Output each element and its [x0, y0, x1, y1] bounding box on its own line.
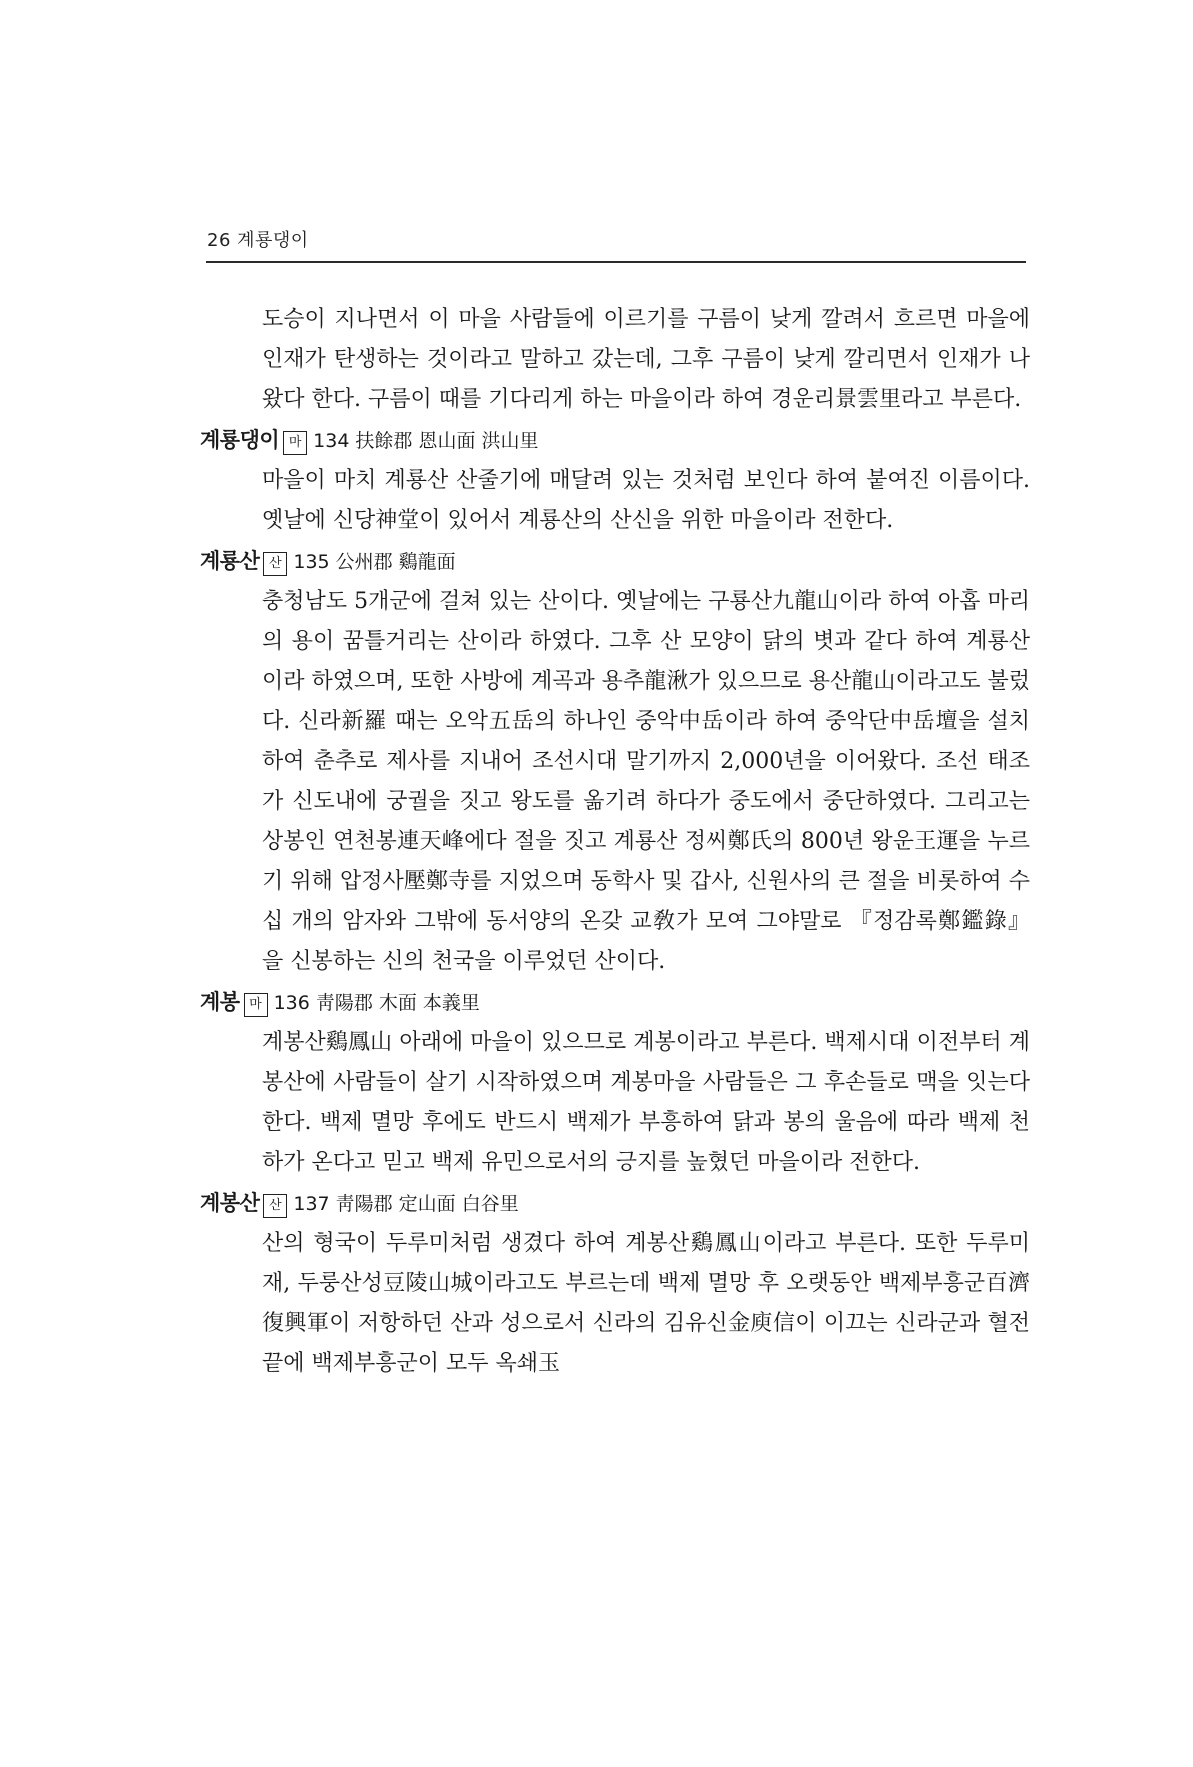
entry-heading	[200, 1183, 1030, 1224]
page-number: 26	[207, 230, 231, 251]
entry-name: 계봉산	[200, 1191, 260, 1215]
entry-heading	[200, 541, 1030, 582]
entry-name: 계룡댕이	[200, 428, 280, 452]
entry-text: 계봉산鷄鳳山 아래에 마을이 있으므로 계봉이라고 부른다. 백제시대 이전부터 계봉산에 사람들이 살기 시작하였으며 계봉마을 사람들은 그 후손들로 맥을 잇는다 한다. 백제 멸망 후에도 반드시 백제가 부흥하여 닭과 봉의 울음에 따라 백제 천하가 온다고 믿고 백제 유민으로서의 긍지를 높혔던 마을이라 전한다.	[262, 1030, 1030, 1175]
entry-name: 계룡산	[200, 549, 260, 573]
entry-number: 136	[273, 992, 310, 1014]
entry-number: 134	[313, 430, 350, 452]
entry-number: 137	[293, 1193, 330, 1215]
entry-text: 충청남도 5개군에 걸쳐 있는 산이다. 옛날에는 구룡산九龍山이라 하여 아홉 마리의 용이 꿈틀거리는 산이라 하였다. 그후 산 모양이 닭의 볏과 같다 하여 계룡산이라 하였으며, 또한 사방에 계곡과 용추龍湫가 있으므로 용산龍山이라고도 불렀다. 신라新羅 때는 오악五岳의 하나인 중악中岳이라 하여 중악단中岳壇을 설치하여 춘추로 제사를 지내어 조선시대 말기까지 2,000년을 이어왔다. 조선 태조가 신도내에 궁궐을 짓고 왕도를 옮기려 하다가 중도에서 중단하였다. 그리고는 상봉인 연천봉連天峰에다 절을 짓고 계룡산 정씨鄭氏의 800년 왕운王運을 누르기 위해 압정사壓鄭寺를 지었으며 동학사 및 갑사, 신원사의 큰 절을 비롯하여 수십 개의 암자와 그밖에 동서양의 온갖 교敎가 모여 그야말로 『정감록鄭鑑錄』을 신봉하는 신의 천국을 이루었던 산이다.	[262, 589, 1030, 974]
entry-location: 靑陽郡 木面 本義里	[315, 992, 480, 1014]
entry-heading	[200, 982, 1030, 1023]
gazetteer-entry-136	[200, 982, 1030, 1183]
entry-heading	[200, 420, 1030, 461]
running-header	[207, 226, 309, 252]
gazetteer-entry-134	[200, 420, 1030, 541]
entry-type-badge: 마	[283, 431, 307, 455]
entry-type-badge: 마	[244, 993, 268, 1017]
entry-location: 扶餘郡 恩山面 洪山里	[355, 430, 539, 452]
entry-type-badge: 산	[263, 1194, 287, 1218]
entry-type-badge: 산	[263, 552, 287, 576]
entry-location: 公州郡 鷄龍面	[335, 551, 456, 573]
entry-location: 靑陽郡 定山面 白谷里	[335, 1193, 519, 1215]
running-title: 계룡댕이	[237, 230, 309, 251]
entry-number: 135	[293, 551, 330, 573]
gazetteer-entry-135	[200, 541, 1030, 982]
entry-text: 마을이 마치 계룡산 산줄기에 매달려 있는 것처럼 보인다 하여 붙여진 이름이다. 옛날에 신당神堂이 있어서 계룡산의 산신을 위한 마을이라 전한다.	[262, 468, 1030, 533]
gazetteer-entry-137	[200, 1183, 1030, 1384]
header-rule	[206, 261, 1026, 263]
body-text	[200, 300, 1030, 1384]
entry-name: 계봉	[200, 990, 240, 1014]
intro-paragraph: 도승이 지나면서 이 마을 사람들에 이르기를 구름이 낮게 깔려서 흐르면 마을에 인재가 탄생하는 것이라고 말하고 갔는데, 그후 구름이 낮게 깔리면서 인재가 나왔다 한다. 구름이 때를 기다리게 하는 마을이라 하여 경운리景雲里라고 부른다.	[262, 307, 1030, 412]
entry-text: 산의 형국이 두루미처럼 생겼다 하여 계봉산鷄鳳山이라고 부른다. 또한 두루미재, 두룽산성豆陵山城이라고도 부르는데 백제 멸망 후 오랫동안 백제부흥군百濟復興軍이 저항하던 산과 성으로서 신라의 김유신金庾信이 이끄는 신라군과 혈전 끝에 백제부흥군이 모두 옥쇄玉	[262, 1231, 1030, 1376]
